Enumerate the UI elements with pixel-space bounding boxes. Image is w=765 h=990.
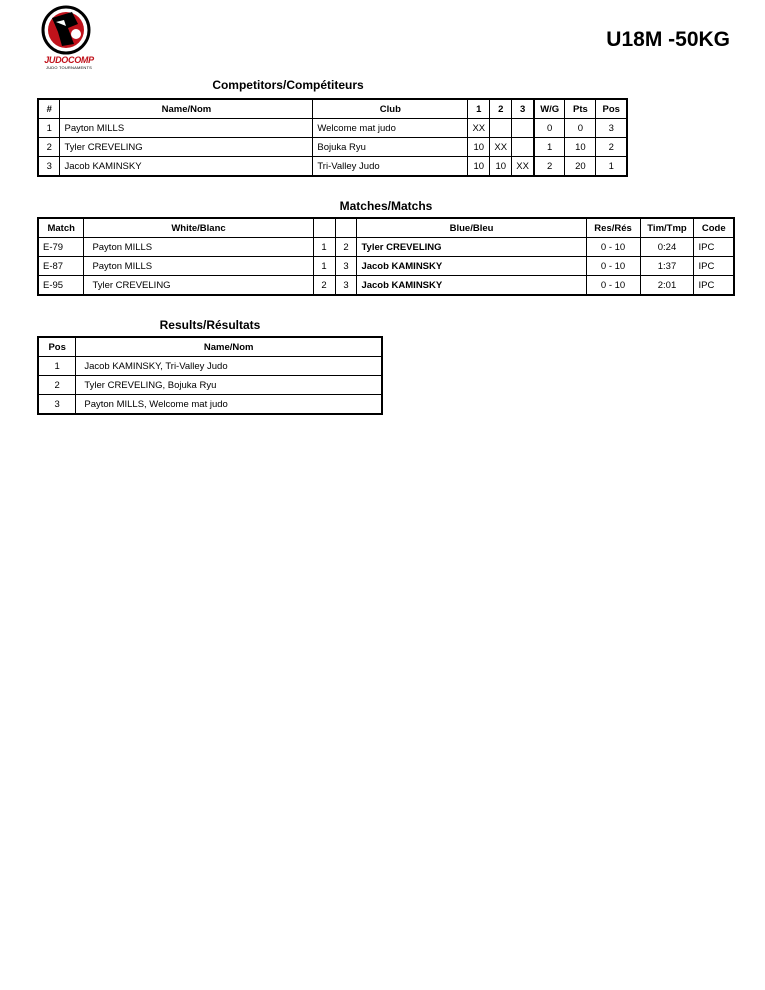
col-res: Res/Rés — [586, 218, 640, 238]
matches-heading: Matches/Matchs — [339, 199, 433, 213]
table-row — [38, 357, 382, 376]
cell-num: 2 — [38, 138, 60, 157]
cell-name: Jacob KAMINSKY, Tri-Valley Judo — [76, 357, 382, 376]
cell-match: E-87 — [38, 257, 84, 276]
cell-wg: 2 — [534, 157, 565, 177]
cell-time: 0:24 — [640, 238, 694, 257]
matches-table — [37, 217, 735, 296]
cell-code: IPC — [694, 276, 734, 296]
col-num: # — [38, 99, 60, 119]
cell-club: Tri-Valley Judo — [313, 157, 468, 177]
col-white: White/Blanc — [84, 218, 313, 238]
col-blue: Blue/Bleu — [357, 218, 586, 238]
cell-match: E-95 — [38, 276, 84, 296]
cell-club: Bojuka Ryu — [313, 138, 468, 157]
col-blue-num — [335, 218, 357, 238]
cell-blue-num: 2 — [335, 238, 357, 257]
competitors-heading: Competitors/Compétiteurs — [212, 78, 364, 92]
cell-blue: Tyler CREVELING — [357, 238, 586, 257]
judocomp-emblem-icon — [38, 4, 100, 56]
table-row — [38, 376, 382, 395]
table-row — [38, 138, 627, 157]
cell-pos: 2 — [38, 376, 76, 395]
cell-wg: 1 — [534, 138, 565, 157]
cell-r1: XX — [468, 119, 490, 138]
cell-r3 — [512, 138, 534, 157]
cell-r2 — [490, 119, 512, 138]
cell-code: IPC — [694, 257, 734, 276]
cell-white-num: 1 — [313, 257, 335, 276]
col-pos: Pos — [38, 337, 76, 357]
cell-pts: 20 — [565, 157, 596, 177]
competitors-table — [37, 98, 628, 177]
cell-white: Tyler CREVELING — [84, 276, 313, 296]
col-name: Name/Nom — [76, 337, 382, 357]
cell-blue: Jacob KAMINSKY — [357, 276, 586, 296]
cell-pts: 0 — [565, 119, 596, 138]
cell-blue-num: 3 — [335, 257, 357, 276]
cell-pos: 1 — [38, 357, 76, 376]
cell-wg: 0 — [534, 119, 565, 138]
cell-name: Tyler CREVELING, Bojuka Ryu — [76, 376, 382, 395]
category-title: U18M -50KG — [606, 28, 730, 51]
col-match: Match — [38, 218, 84, 238]
col-pos: Pos — [596, 99, 627, 119]
table-row — [38, 238, 734, 257]
cell-num: 1 — [38, 119, 60, 138]
cell-res: 0 - 10 — [586, 238, 640, 257]
cell-name: Tyler CREVELING — [60, 138, 313, 157]
cell-num: 3 — [38, 157, 60, 177]
col-wg: W/G — [534, 99, 565, 119]
cell-name: Payton MILLS, Welcome mat judo — [76, 395, 382, 415]
cell-club: Welcome mat judo — [313, 119, 468, 138]
col-r1: 1 — [468, 99, 490, 119]
col-name: Name/Nom — [60, 99, 313, 119]
results-table — [37, 336, 383, 415]
cell-white-num: 2 — [313, 276, 335, 296]
cell-res: 0 - 10 — [586, 276, 640, 296]
results-heading: Results/Résultats — [159, 318, 261, 332]
cell-name: Payton MILLS — [60, 119, 313, 138]
results-header-row — [38, 337, 382, 357]
cell-r2: XX — [490, 138, 512, 157]
cell-r2: 10 — [490, 157, 512, 177]
col-r3: 3 — [512, 99, 534, 119]
col-white-num — [313, 218, 335, 238]
cell-pts: 10 — [565, 138, 596, 157]
cell-res: 0 - 10 — [586, 257, 640, 276]
table-row — [38, 157, 627, 177]
col-club: Club — [313, 99, 468, 119]
col-time: Tim/Tmp — [640, 218, 694, 238]
cell-blue-num: 3 — [335, 276, 357, 296]
cell-r1: 10 — [468, 157, 490, 177]
cell-name: Jacob KAMINSKY — [60, 157, 313, 177]
table-row — [38, 119, 627, 138]
cell-white: Payton MILLS — [84, 257, 313, 276]
logo-brand-text: JUDOCOMP — [44, 55, 94, 65]
matches-header-row — [38, 218, 734, 238]
competitors-header-row — [38, 99, 627, 119]
cell-time: 1:37 — [640, 257, 694, 276]
cell-time: 2:01 — [640, 276, 694, 296]
logo-tagline: JUDO TOURNAMENTS — [46, 65, 92, 70]
table-row — [38, 276, 734, 296]
col-r2: 2 — [490, 99, 512, 119]
col-pts: Pts — [565, 99, 596, 119]
cell-r3 — [512, 119, 534, 138]
cell-blue: Jacob KAMINSKY — [357, 257, 586, 276]
cell-white-num: 1 — [313, 238, 335, 257]
table-row — [38, 257, 734, 276]
cell-code: IPC — [694, 238, 734, 257]
judocomp-logo — [38, 4, 100, 70]
cell-white: Payton MILLS — [84, 238, 313, 257]
col-code: Code — [694, 218, 734, 238]
table-row — [38, 395, 382, 415]
cell-pos: 3 — [596, 119, 627, 138]
cell-pos: 2 — [596, 138, 627, 157]
cell-r3: XX — [512, 157, 534, 177]
cell-r1: 10 — [468, 138, 490, 157]
cell-pos: 1 — [596, 157, 627, 177]
cell-pos: 3 — [38, 395, 76, 415]
cell-match: E-79 — [38, 238, 84, 257]
